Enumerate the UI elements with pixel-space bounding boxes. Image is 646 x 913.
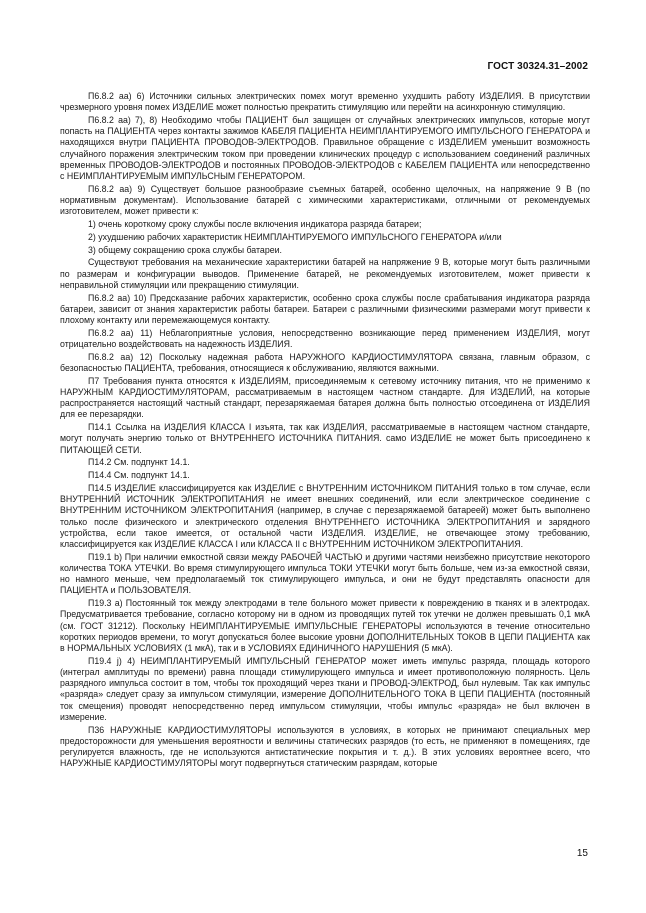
paragraph-p6-8-2-aa11: П6.8.2 аа) 11) Неблагоприятные условия, непосредственно возникающие перед применением ИЗДЕЛИЯ, могут отрицательно воздействовать на надежность ИЗДЕЛИЯ. <box>60 327 590 350</box>
paragraph-p14-5: П14.5 ИЗДЕЛИЕ классифицируется как ИЗДЕЛИЕ с ВНУТРЕННИМ ИСТОЧНИКОМ ПИТАНИЯ только в том случае, если ВНУТРЕННИЙ ИСТОЧНИК ЭЛЕКТРОПИТАНИЯ не имеет внешних соединений, или если электрическое соединение с ВНУТРЕННИМ ИСТОЧНИКОМ ЭЛЕКТРОПИТАНИЯ (например, в случае с перезаряжаемой батареей) может быть выполнено только после физического и электрического отделения ВНУТРЕННЕГО ИСТОЧНИКА ЭЛЕКТРОПИТАНИЯ и зарядного устройства, если такое имеется, от остальной части ИЗДЕЛИЯ. ИЗДЕЛИЕ, не отвечающее этому требованию, классифицируется как ИЗДЕЛИЕ КЛАССА I или КЛАССА II с ВНУТРЕННИМ ИСТОЧНИКОМ ЭЛЕКТРОПИТАНИЯ. <box>60 483 590 550</box>
paragraph-p36: П36 НАРУЖНЫЕ КАРДИОСТИМУЛЯТОРЫ используются в условиях, в которых не принимают специальных мер предосторожности для уменьшения вероятности и величины статических разрядов (то есть, не применяют в помещениях, где регулируется влажность, где не используются антистатические покрытия и т. д.). В этих условиях вероятнее всего, что НАРУЖНЫЕ КАРДИОСТИМУЛЯТОРЫ могут подвергнуться статическим разрядам, которые <box>60 724 590 769</box>
paragraph-p14-2: П14.2 См. подпункт 14.1. <box>88 457 190 468</box>
paragraph-battery-requirements: Существуют требования на механические характеристики батарей на напряжение 9 В, которые могут быть различными по размерам и конфигурации выводов. Применение батарей, не рекомендуемых изготовителем, может привести к неправильной стимуляции или прекращению стимуляции. <box>60 257 590 290</box>
page-number: 15 <box>576 848 588 859</box>
paragraph-p6-8-2-aa7-8: П6.8.2 аа) 7), 8) Необходимо чтобы ПАЦИЕНТ был защищен от случайных электрических импульсов, которые могут попасть на ПАЦИЕНТА через контакты зажимов КАБЕЛЯ ПАЦИЕНТА НЕИМПЛАНТИРУЕМОГО ИМПУЛЬСНОГО ГЕНЕРАТОРА и находящихся внутри ПАЦИЕНТА ПРОВОДОВ-ЭЛЕКТРОДОВ. Правильное обращение с ИЗДЕЛИЕМ уменьшит возможность случайного поражения электрическим током при проведении клинических процедур с использованием соединений различных временных ПРОВОДОВ-ЭЛЕКТРОДОВ и постоянных ПРОВОДОВ-ЭЛЕКТРОДОВ с КАБЕЛЕМ ПАЦИЕНТА или непосредственно с НЕИМПЛАНТИРУЕМЫМ ИМПУЛЬСНЫМ ГЕНЕРАТОРОМ. <box>60 115 590 182</box>
list-item: 1) очень короткому сроку службы после включения индикатора разряда батареи; <box>88 219 422 230</box>
paragraph-p19-3-a: П19.3 а) Постоянный ток между электродами в теле больного может привести к повреждению в тканях и в электродах. Предусматривается требование, согласно которому ни в одном из проводящих путей ток утечки не должен превышать 0,1 мкА (см. ГОСТ 31212). Поскольку НЕИМПЛАНТИРУЕМЫЕ ИМПУЛЬСНЫЕ ГЕНЕРАТОРЫ используются в течение относительно коротких периодов времени, то могут допускаться более высокие уровни ДОПОЛНИТЕЛЬНЫХ ТОКОВ В ЦЕПИ ПАЦИЕНТА как в НОРМАЛЬНЫХ УСЛОВИЯХ (1 мкА), так и в УСЛОВИЯХ ЕДИНИЧНОГО НАРУШЕНИЯ (5 мкА). <box>60 598 590 654</box>
document-body <box>60 91 590 771</box>
standard-code-header: ГОСТ 30324.31–2002 <box>487 61 588 72</box>
paragraph-p6-8-2-aa12: П6.8.2 аа) 12) Поскольку надежная работа НАРУЖНОГО КАРДИОСТИМУЛЯТОРА связана, главным образом, с безопасностью ПАЦИЕНТА, требования, относящиеся к обслуживанию, являются важными. <box>60 351 590 374</box>
paragraph-p19-4-j4: П19.4 j) 4) НЕИМПЛАНТИРУЕМЫЙ ИМПУЛЬСНЫЙ ГЕНЕРАТОР может иметь импульс разряда, площадь которого (интеграл амплитуды по времени) равна площади стимулирующего импульса и имеет противоположную полярность. Цель разрядного импульса состоит в том, чтобы ток проходящий через ткани и ПРОВОД-ЭЛЕКТРОД, был нулевым. Так как импульс «разряда» следует сразу за импульсом стимуляции, измерение ДОПОЛНИТЕЛЬНОГО ТОКА В ЦЕПИ ПАЦИЕНТА (постоянный ток смещения) проводят непосредственно перед импульсом стимуляции, чтобы импульс «разряда» не был включен в измерение. <box>60 655 590 722</box>
paragraph-p6-8-2-aa9: П6.8.2 аа) 9) Существует большое разнообразие съемных батарей, особенно щелочных, на напряжение 9 В (по нормативным документам). Использование батарей с химическими характеристиками, отличными от рекомендуемых изготовителем, может привести к: <box>60 183 590 217</box>
paragraph-p7: П7 Требования пункта относятся к ИЗДЕЛИЯМ, присоединяемым к сетевому источнику питания, что не применимо к НАРУЖНЫМ КАРДИОСТИМУЛЯТОРАМ, рассматриваемым в настоящем частном стандарте. Для ИЗДЕЛИЙ, на которые распространяется настоящий частный стандарт, перезаряжаемая батарея должна быть полностью отсоединена от ИЗДЕЛИЯ для ее перезарядки. <box>60 375 590 420</box>
paragraph-p14-4: П14.4 См. подпункт 14.1. <box>88 470 190 481</box>
list-item: 3) общему сокращению срока службы батареи. <box>88 244 282 255</box>
paragraph-p6-8-2-aa10: П6.8.2 аа) 10) Предсказание рабочих характеристик, особенно срока службы после срабатывания индикатора разряда батареи, зависит от знания характеристик работы батареи. Батареи с различными физическими размерами могут привести к плохому контакту или перемежающемуся контакту. <box>60 292 590 326</box>
list-item: 2) ухудшению рабочих характеристик НЕИМПЛАНТИРУЕМОГО ИМПУЛЬСНОГО ГЕНЕРАТОРА и/или <box>88 231 502 242</box>
paragraph-p14-1: П14.1 Ссылка на ИЗДЕЛИЯ КЛАССА I изъята, так как ИЗДЕЛИЯ, рассматриваемые в настоящем частном стандарте, могут получать энергию только от ВНУТРЕННЕГО ИСТОЧНИКА ПИТАНИЯ. само ИЗДЕЛИЕ не может быть присоединено к ПИТАЮЩЕЙ СЕТИ. <box>60 422 590 455</box>
paragraph-p6-8-2-aa6: П6.8.2 аа) 6) Источники сильных электрических помех могут временно ухудшить работу ИЗДЕЛИЯ. В присутствии чрезмерного уровня помех ИЗДЕЛИЕ может полностью прекратить стимуляцию или перейти на асинхронную стимуляцию. <box>60 91 590 113</box>
paragraph-p19-1-b: П19.1 b) При наличии емкостной связи между РАБОЧЕЙ ЧАСТЬЮ и другими частями неизбежно присутствие некоторого количества ТОКА УТЕЧКИ. Во время стимулирующего импульса ТОКИ УТЕЧКИ могут быть больше, чем из-за емкостной связи, но намного меньше, чем предполагаемый ток стимулирующего импульса, и они не будут представлять опасности для ПАЦИЕНТА и ПОЛЬЗОВАТЕЛЯ. <box>60 551 590 596</box>
